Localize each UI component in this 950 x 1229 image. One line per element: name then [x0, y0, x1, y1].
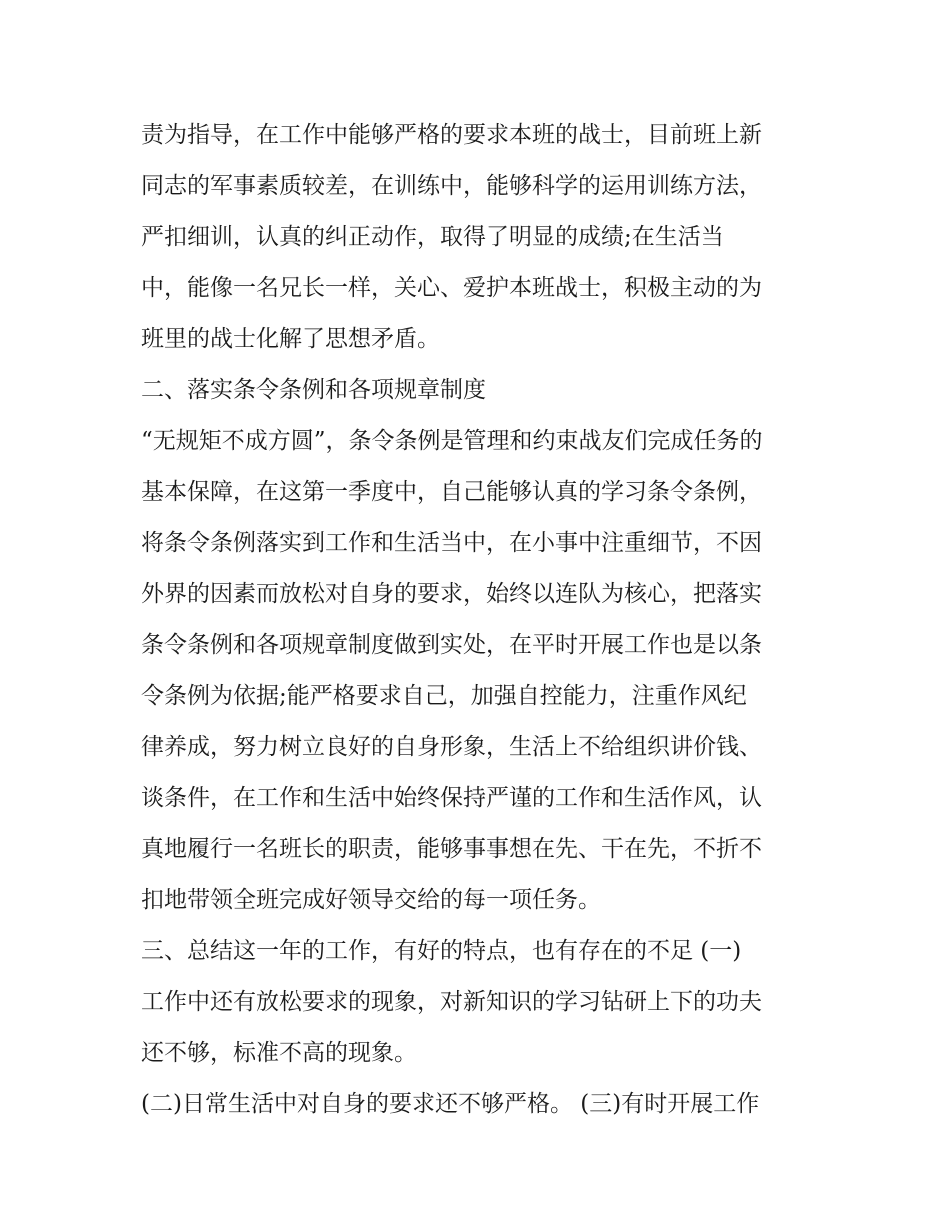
body-text	[141, 110, 821, 1130]
section-heading: 二、落实条令条例和各项规章制度	[141, 377, 486, 403]
text-line: 谈条件，在工作和生活中始终保持严谨的工作和生活作风，认	[141, 785, 762, 811]
text-line: 律养成，努力树立良好的自身形象，生活上不给组织讲价钱、	[141, 734, 762, 760]
text-line: 外界的因素而放松对自身的要求，始终以连队为核心，把落实	[141, 581, 762, 607]
text-line: 还不够，标准不高的现象。	[141, 1040, 417, 1066]
text-line: 工作中还有放松要求的现象，对新知识的学习钻研上下的功夫	[141, 989, 762, 1015]
text-line: 责为指导，在工作中能够严格的要求本班的战士，目前班上新	[141, 122, 762, 148]
text-line: 扣地带领全班完成好领导交给的每一项任务。	[141, 887, 601, 913]
text-line: (二)日常生活中对自身的要求还不够严格。 (三)有时开展工作	[141, 1091, 760, 1117]
text-line: 条令条例和各项规章制度做到实处，在平时开展工作也是以条	[141, 632, 762, 658]
text-line: “无规矩不成方圆”，条令条例是管理和约束战友们完成任务的	[141, 428, 763, 454]
text-line: 令条例为依据;能严格要求自己，加强自控能力，注重作风纪	[141, 683, 747, 709]
section-heading: 三、总结这一年的工作，有好的特点，也有存在的不足 (一)	[141, 938, 742, 964]
text-line: 严扣细训，认真的纠正动作，取得了明显的成绩;在生活当	[141, 224, 724, 250]
text-line: 基本保障，在这第一季度中，自己能够认真的学习条令条例，	[141, 479, 762, 505]
text-line: 中，能像一名兄长一样，关心、爱护本班战士，积极主动的为	[141, 275, 762, 301]
text-line: 真地履行一名班长的职责，能够事事想在先、干在先，不折不	[141, 836, 762, 862]
text-line: 班里的战士化解了思想矛盾。	[141, 326, 440, 352]
text-line: 将条令条例落实到工作和生活当中，在小事中注重细节，不因	[141, 530, 762, 556]
text-line: 同志的军事素质较差，在训练中，能够科学的运用训练方法，	[141, 173, 762, 199]
